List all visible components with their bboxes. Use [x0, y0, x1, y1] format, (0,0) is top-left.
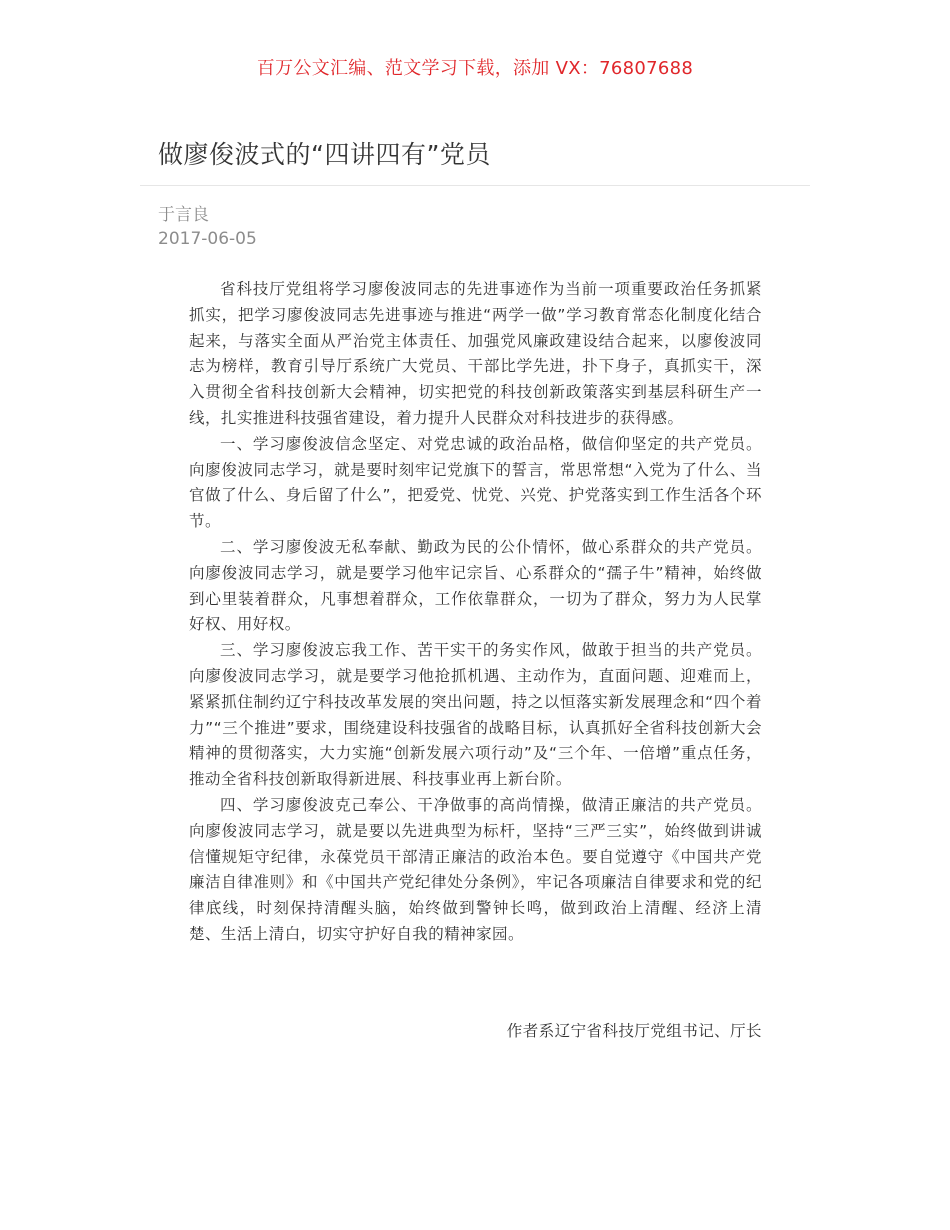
article-paragraph: 三、学习廖俊波忘我工作、苦干实干的务实作风，做敢于担当的共产党员。向廖俊波同志学习，就是要学习他抢抓机遇、主动作为，直面问题、迎难而上，紧紧抓住制约辽宁科技改革发展的突出问题，持之以恒落实新发展理念和“四个着力”“三个推进”要求，围绕建设科技强省的战略目标，认真抓好全省科技创新大会精神的贯彻落实，大力实施“创新发展六项行动”及“三个年、一倍增”重点任务，推动全省科技创新取得新进展、科技事业再上新台阶。 [189, 641, 762, 789]
article-author: 于言良 [158, 205, 209, 225]
article-paragraph: 省科技厅党组将学习廖俊波同志的先进事迹作为当前一项重要政治任务抓紧抓实，把学习廖俊波同志先进事迹与推进“两学一做”学习教育常态化制度化结合起来，与落实全面从严治党主体责任、加强党风廉政建设结合起来，以廖俊波同志为榜样，教育引导厅系统广大党员、干部比学先进，扑下身子，真抓实干，深入贯彻全省科技创新大会精神，切实把党的科技创新政策落实到基层科研生产一线，扎实推进科技强省建设，着力提升人民群众对科技进步的获得感。 [189, 280, 762, 427]
article-paragraph: 四、学习廖俊波克己奉公、干净做事的高尚情操，做清正廉洁的共产党员。向廖俊波同志学习，就是要以先进典型为标杆，坚持“三严三实”，始终做到讲诚信懂规矩守纪律，永葆党员干部清正廉洁的政治本色。要自觉遵守《中国共产党廉洁自律准则》和《中国共产党纪律处分条例》，牢记各项廉洁自律要求和党的纪律底线，时刻保持清醒头脑，始终做到警钟长鸣，做到政治上清醒、经济上清楚、生活上清白，切实守护好自我的精神家园。 [189, 795, 762, 943]
author-signature: 作者系辽宁省科技厅党组书记、厅长 [506, 1022, 762, 1040]
article-title: 做廖俊波式的“四讲四有”党员 [158, 140, 491, 169]
promo-banner: 百万公文汇编、范文学习下载，添加 VX：76807688 [256, 58, 694, 79]
article-paragraph: 二、学习廖俊波无私奉献、勤政为民的公仆情怀，做心系群众的共产党员。向廖俊波同志学习，就是要学习他牢记宗旨、心系群众的“孺子牛”精神，始终做到心里装着群众，凡事想着群众，工作依靠群众，一切为了群众，努力为人民掌好权、用好权。 [189, 537, 762, 634]
article-body [189, 277, 762, 948]
article-date: 2017-06-05 [158, 229, 257, 249]
title-divider [140, 185, 810, 186]
article-paragraph: 一、学习廖俊波信念坚定、对党忠诚的政治品格，做信仰坚定的共产党员。向廖俊波同志学习，就是要时刻牢记党旗下的誓言，常思常想“入党为了什么、当官做了什么、身后留了什么”，把爱党、忧党、兴党、护党落实到工作生活各个环节。 [189, 434, 762, 531]
